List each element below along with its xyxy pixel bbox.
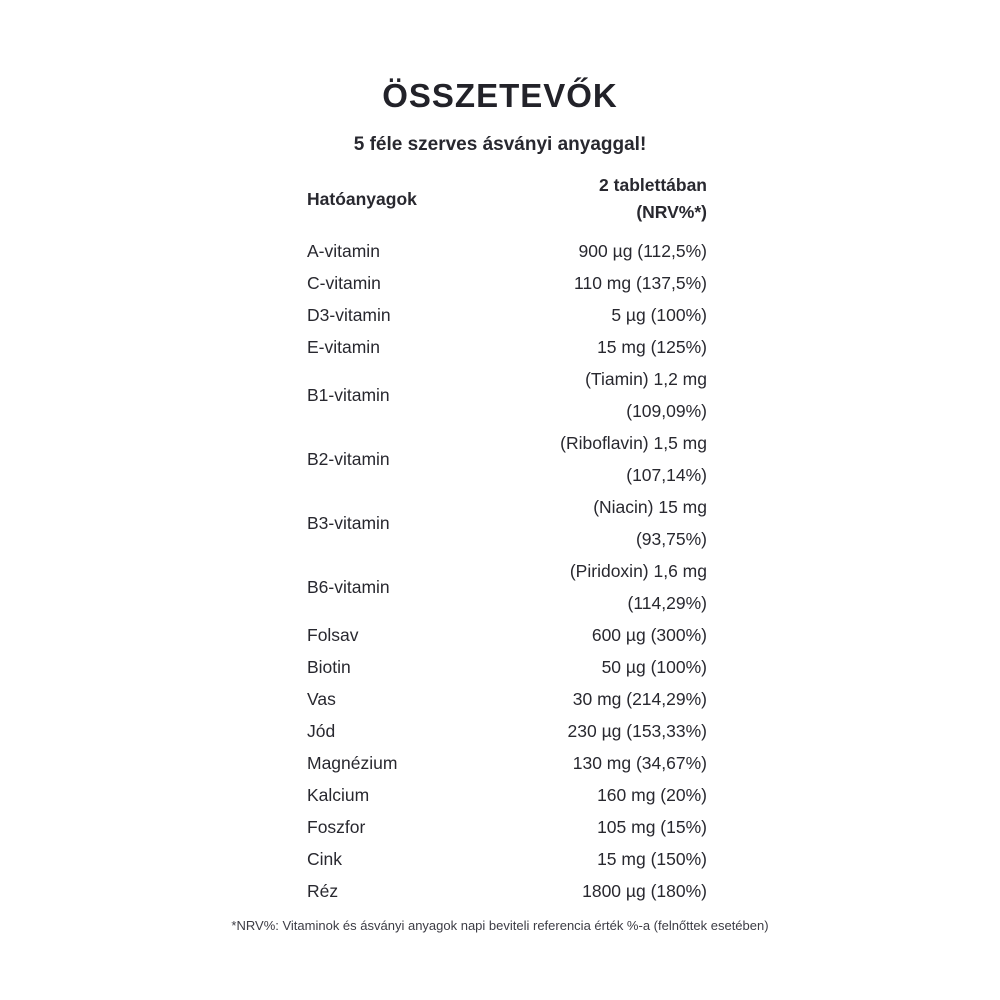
ingredient-amount-line: 900 µg (112,5%) <box>578 241 707 261</box>
table-row <box>307 235 707 267</box>
ingredient-name: B3-vitamin <box>307 513 390 533</box>
ingredient-amount-line: 600 µg (300%) <box>591 625 707 645</box>
table-row <box>307 267 707 299</box>
ingredient-amount <box>611 299 707 331</box>
ingredient-amount <box>593 491 707 555</box>
table-row <box>307 491 707 555</box>
table-row <box>307 843 707 875</box>
nutrition-table <box>307 172 707 907</box>
ingredient-name: Biotin <box>307 657 351 677</box>
ingredient-amount-line: 160 mg (20%) <box>597 785 707 805</box>
ingredient-amount <box>597 843 707 875</box>
table-row <box>307 619 707 651</box>
ingredient-amount-line: (Tiamin) 1,2 mg <box>585 369 707 389</box>
ingredient-name: D3-vitamin <box>307 305 391 325</box>
ingredient-name: C-vitamin <box>307 273 381 293</box>
ingredient-amount-line: (Riboflavin) 1,5 mg <box>560 433 707 453</box>
table-row <box>307 683 707 715</box>
table-row <box>307 747 707 779</box>
page-title: ÖSSZETEVŐK <box>382 77 618 114</box>
table-row <box>307 363 707 427</box>
ingredient-amount <box>597 331 707 363</box>
ingredient-name: A-vitamin <box>307 241 380 261</box>
table-header-row <box>307 172 707 235</box>
ingredient-amount-line: 50 µg (100%) <box>601 657 707 677</box>
column-header-active-ingredients: Hatóanyagok <box>307 188 417 209</box>
ingredient-amount-line: (109,09%) <box>626 401 707 421</box>
ingredient-name: B2-vitamin <box>307 449 390 469</box>
ingredient-amount-line: (107,14%) <box>626 465 707 485</box>
table-row <box>307 331 707 363</box>
table-row <box>307 299 707 331</box>
table-row <box>307 811 707 843</box>
ingredient-amount-line: 15 mg (125%) <box>597 337 707 357</box>
table-row <box>307 427 707 491</box>
ingredient-amount-line: 15 mg (150%) <box>597 849 707 869</box>
table-row <box>307 875 707 907</box>
column-header-line2: (NRV%*) <box>636 202 707 222</box>
ingredient-name: Jód <box>307 721 336 741</box>
ingredient-amount <box>597 779 707 811</box>
column-header-per-2-tablets <box>599 172 707 226</box>
ingredient-name: Folsav <box>307 625 359 645</box>
ingredient-amount-line: 230 µg (153,33%) <box>567 721 707 741</box>
ingredient-amount-line: 5 µg (100%) <box>611 305 707 325</box>
ingredient-name: E-vitamin <box>307 337 380 357</box>
ingredient-amount-line: 30 mg (214,29%) <box>572 689 707 709</box>
ingredient-amount <box>573 683 707 715</box>
ingredient-name: B6-vitamin <box>307 577 390 597</box>
ingredient-amount-line: (Piridoxin) 1,6 mg <box>569 561 707 581</box>
subtitle: 5 féle szerves ásványi anyaggal! <box>353 134 647 155</box>
ingredient-name: Réz <box>307 881 339 901</box>
ingredient-name: Foszfor <box>307 817 366 837</box>
ingredient-amount-line: 110 mg (137,5%) <box>574 273 707 293</box>
ingredient-amount <box>585 363 707 427</box>
ingredient-amount <box>560 427 707 491</box>
table-row <box>307 651 707 683</box>
ingredient-name: Kalcium <box>307 785 370 805</box>
ingredient-amount-line: 105 mg (15%) <box>597 817 707 837</box>
ingredient-amount <box>582 875 707 907</box>
ingredient-amount-line: 1800 µg (180%) <box>582 881 707 901</box>
ingredient-amount-line: (114,29%) <box>627 593 707 613</box>
table-row <box>307 715 707 747</box>
table-body <box>307 235 707 907</box>
table-row <box>307 555 707 619</box>
ingredient-amount <box>574 267 707 299</box>
nrv-footnote: *NRV%: Vitaminok és ásványi anyagok napi beviteli referencia érték %-a (felnőttek esetében) <box>231 918 769 933</box>
table-row <box>307 779 707 811</box>
ingredient-amount <box>592 619 707 651</box>
ingredient-name: Magnézium <box>307 753 398 773</box>
ingredient-amount <box>579 235 707 267</box>
ingredient-amount-line: (Niacin) 15 mg <box>593 497 707 517</box>
ingredient-amount-line: (93,75%) <box>635 529 707 549</box>
column-header-line1: 2 tablettában <box>599 175 707 195</box>
ingredient-name: B1-vitamin <box>307 385 390 405</box>
ingredient-amount-line: 130 mg (34,67%) <box>572 753 707 773</box>
ingredient-name: Vas <box>307 689 336 709</box>
ingredient-amount <box>573 747 707 779</box>
ingredient-amount <box>568 715 707 747</box>
ingredient-amount <box>570 555 707 619</box>
ingredient-amount <box>597 811 707 843</box>
ingredient-name: Cink <box>307 849 343 869</box>
ingredient-amount <box>602 651 707 683</box>
